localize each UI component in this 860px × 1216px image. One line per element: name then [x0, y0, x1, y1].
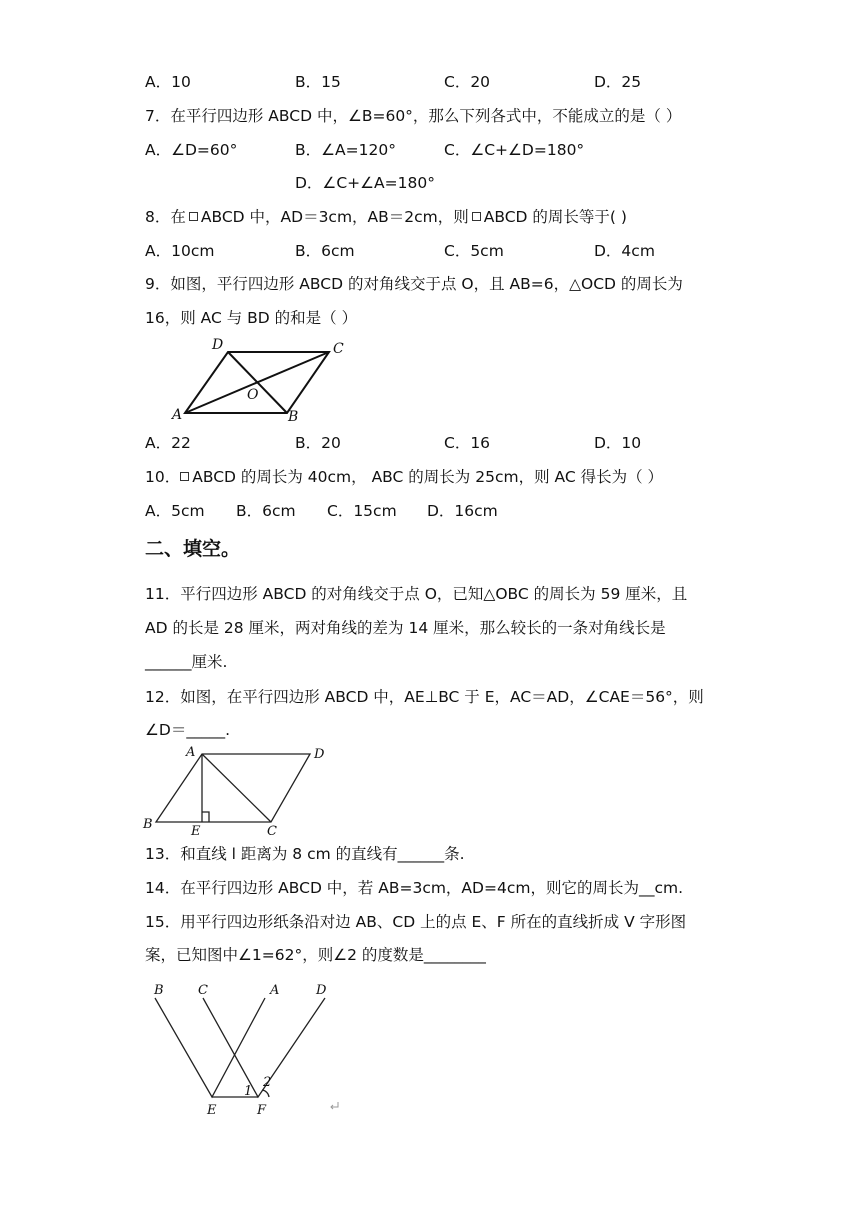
q7-option-a: A．∠D=60° — [145, 141, 238, 159]
q12-label-e: E — [191, 824, 201, 839]
q6-option-d: D．25 — [594, 73, 642, 91]
q9-parallelogram-figure — [170, 335, 360, 430]
q7-option-d: D．∠C+∠A=180° — [295, 174, 435, 192]
q9-label-d: D — [212, 337, 224, 353]
q11-line1: 11．平行四边形 ABCD 的对角线交于点 O，已知△OBC 的周长为 59 厘米，且 — [145, 585, 688, 603]
q14-text: 14．在平行四边形 ABCD 中，若 AB=3cm，AD=4cm，则它的周长为__cm. — [145, 879, 683, 897]
section-title: 二、填空。 — [145, 538, 241, 560]
q8-stem-b: ABCD 中，AD＝3cm，AB＝2cm，则 — [200, 208, 469, 226]
parallelogram-symbol-icon — [189, 212, 198, 221]
q13-text: 13．和直线 l 距离为 8 cm 的直线有______条. — [145, 845, 465, 863]
q9-stem-line1: 9．如图，平行四边形 ABCD 的对角线交于点 O，且 AB=6，△OCD 的周长为 — [145, 275, 683, 293]
q15-line1: 15．用平行四边形纸条沿对边 AB、CD 上的点 E、F 所在的直线折成 V 字形图 — [145, 913, 687, 931]
q15-angle-1-label: 1 — [244, 1084, 253, 1099]
q7-option-c: C．∠C+∠D=180° — [444, 141, 585, 159]
q10-option-b: B．6cm — [236, 502, 296, 520]
q6-option-c: C．20 — [444, 73, 491, 91]
q15-v-shape-figure — [145, 978, 355, 1118]
q15-label-d: D — [316, 983, 327, 998]
q10-option-d: D．16cm — [427, 502, 498, 520]
q9-option-c: C．16 — [444, 434, 491, 452]
parallelogram-symbol-icon — [472, 212, 481, 221]
q9-stem-line2: 16，则 AC 与 BD 的和是（ ） — [145, 309, 358, 327]
q12-label-b: B — [143, 817, 153, 832]
q10-option-a: A．5cm — [145, 502, 205, 520]
q6-option-b: B．15 — [295, 73, 341, 91]
q7-option-b: B．∠A=120° — [295, 141, 396, 159]
q8-stem-a: 8．在 — [145, 208, 186, 226]
q7-stem: 7．在平行四边形 ABCD 中，∠B=60°，那么下列各式中，不能成立的是（ ） — [145, 107, 682, 125]
q12-label-c: C — [267, 824, 277, 839]
q15-label-c: C — [198, 983, 208, 998]
q15-line2: 案，已知图中∠1=62°，则∠2 的度数是________ — [145, 946, 486, 964]
q15-label-b: B — [154, 983, 164, 998]
q9-label-o: O — [247, 387, 259, 403]
q12-parallelogram-figure — [140, 742, 340, 837]
q10-option-c: C．15cm — [327, 502, 397, 520]
q10-stem — [145, 466, 663, 488]
q15-label-a: A — [270, 983, 280, 998]
q9-label-b: B — [288, 409, 299, 425]
paragraph-return-icon — [328, 1100, 340, 1112]
parallelogram-symbol-icon — [180, 472, 189, 481]
q12-label-a: A — [186, 745, 196, 760]
q9-option-d: D．10 — [594, 434, 642, 452]
q6-option-a: A．10 — [145, 73, 191, 91]
q12-label-d: D — [314, 747, 325, 762]
q9-option-b: B．20 — [295, 434, 341, 452]
q12-line1: 12．如图，在平行四边形 ABCD 中，AE⊥BC 于 E，AC＝AD，∠CAE＝56°，则 — [145, 688, 704, 706]
q11-line2: AD 的长是 28 厘米，两对角线的差为 14 厘米，那么较长的一条对角线长是 — [145, 619, 666, 637]
q8-stem — [145, 206, 627, 228]
q9-label-a: A — [172, 407, 183, 423]
q15-label-f: F — [257, 1103, 267, 1118]
q11-line3: ______厘米. — [145, 653, 228, 671]
q8-option-b: B．6cm — [295, 242, 355, 260]
q8-stem-c: ABCD 的周长等于( ) — [483, 208, 627, 226]
q9-label-c: C — [333, 341, 344, 357]
q15-angle-2-label: 2 — [263, 1075, 272, 1090]
q15-label-e: E — [207, 1103, 217, 1118]
q9-option-a: A．22 — [145, 434, 191, 452]
q8-option-d: D．4cm — [594, 242, 655, 260]
q10-stem-a: 10． — [145, 468, 181, 486]
q10-stem-b: ABCD 的周长为 40cm， ABC 的周长为 25cm，则 AC 得长为（ ） — [192, 468, 664, 486]
q8-option-c: C．5cm — [444, 242, 504, 260]
q12-line2: ∠D＝_____. — [145, 721, 231, 739]
q8-option-a: A．10cm — [145, 242, 215, 260]
